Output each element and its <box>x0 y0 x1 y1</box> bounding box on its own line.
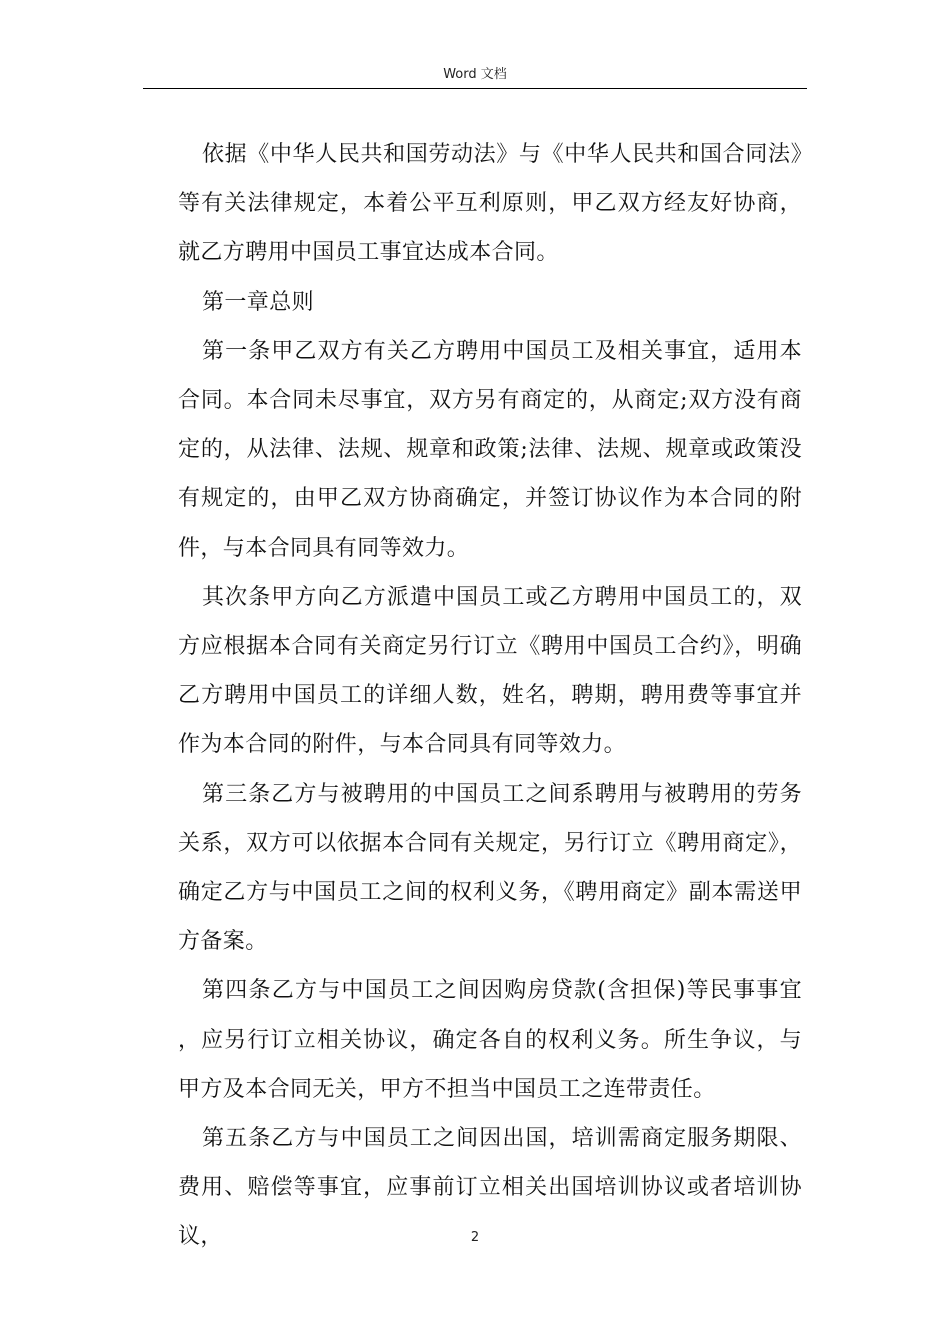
paragraph-article-2: 其次条甲方向乙方派遣中国员工或乙方聘用中国员工的，双方应根据本合同有关商定另行订立《聘用中国员工合约》，明确乙方聘用中国员工的详细人数，姓名，聘期，聘用费等事宜并作为本合同的附件，与本合同具有同等效力。 <box>178 584 802 758</box>
paragraph-article-5: 第五条乙方与中国员工之间因出国，培训需商定服务期限、费用、赔偿等事宜，应事前订立相关出国培训协议或者培训协议， <box>178 1126 802 1250</box>
page-number: 2 <box>470 1230 480 1245</box>
paragraph-article-3: 第三条乙方与被聘用的中国员工之间系聘用与被聘用的劳务关系，双方可以依据本合同有关规定，另行订立《聘用商定》，确定乙方与中国员工之间的权利义务，《聘用商定》副本需送甲方备案。 <box>178 781 802 955</box>
header-divider <box>143 88 807 89</box>
paragraph-preamble: 依据《中华人民共和国劳动法》与《中华人民共和国合同法》等有关法律规定，本着公平互利原则，甲乙双方经友好协商，就乙方聘用中国员工事宜达成本合同。 <box>178 142 802 266</box>
paragraph-chapter-heading: 第一章总则 <box>202 289 315 315</box>
paragraph-article-1: 第一条甲乙双方有关乙方聘用中国员工及相关事宜，适用本合同。本合同未尽事宜，双方另有商定的，从商定;双方没有商定的，从法律、法规、规章和政策;法律、法规、规章或政策没有规定的，由甲乙双方协商确定，并签订协议作为本合同的附件，与本合同具有同等效力。 <box>178 338 802 561</box>
document-body <box>178 130 802 1262</box>
paragraph-article-4: 第四条乙方与中国员工之间因购房贷款(含担保)等民事事宜，应另行订立相关协议，确定各自的权利义务。所生争议，与甲方及本合同无关，甲方不担当中国员工之连带责任。 <box>178 978 802 1102</box>
page-header: Word 文档 <box>443 67 507 82</box>
